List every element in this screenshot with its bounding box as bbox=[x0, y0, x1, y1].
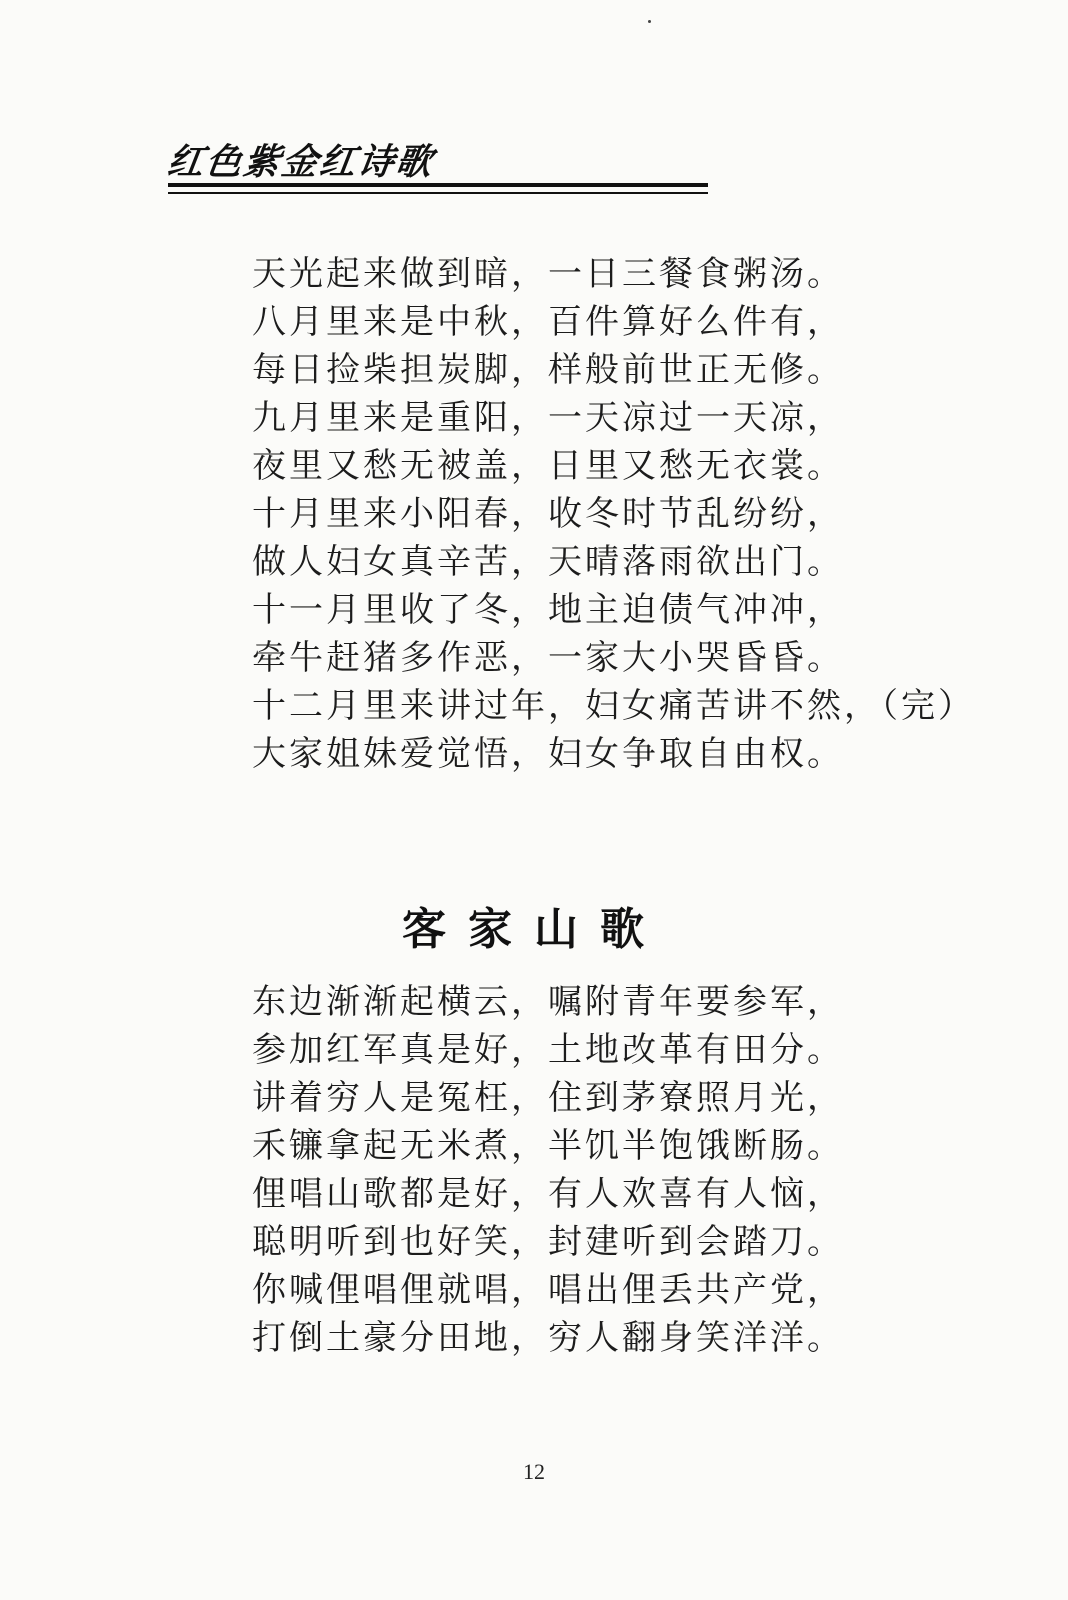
poem-line: 东边渐渐起横云，嘱附青年要参军， bbox=[252, 982, 844, 1022]
poem-line: 牵牛赶猪多作恶，一家大小哭昏昏。 bbox=[252, 638, 844, 678]
running-header: 红色紫金红诗歌 bbox=[164, 141, 437, 183]
header-rule-thick bbox=[168, 183, 708, 187]
poem-line: 每日捡柴担炭脚，样般前世正无修。 bbox=[252, 350, 844, 390]
poem-title: 客家山歌 bbox=[402, 904, 666, 955]
poem-line: 夜里又愁无被盖，日里又愁无衣裳。 bbox=[252, 446, 844, 486]
poem-line: 俚唱山歌都是好，有人欢喜有人恼， bbox=[252, 1174, 844, 1214]
poem-continued bbox=[252, 250, 975, 778]
poem-line: 大家姐妹爱觉悟，妇女争取自由权。 bbox=[252, 734, 844, 774]
page-number: 12 bbox=[523, 1459, 545, 1484]
poem-line: 讲着穷人是冤枉，住到茅寮照月光， bbox=[252, 1078, 844, 1118]
poem-line: 十一月里收了冬，地主迫债气冲冲， bbox=[252, 590, 844, 630]
scan-speck bbox=[648, 20, 651, 23]
poem-line: 十月里来小阳春，收冬时节乱纷纷， bbox=[252, 494, 844, 534]
poem-hakka-song bbox=[252, 978, 844, 1362]
poem-line: 聪明听到也好笑，封建听到会踏刀。 bbox=[252, 1222, 844, 1262]
header-rule-thin bbox=[168, 192, 708, 194]
poem-line: 八月里来是中秋，百件算好么件有， bbox=[252, 302, 844, 342]
poem-line: 十二月里来讲过年，妇女痛苦讲不然，（完） bbox=[252, 686, 975, 726]
poem-line: 打倒土豪分田地，穷人翻身笑洋洋。 bbox=[252, 1318, 844, 1358]
poem-line: 你喊俚唱俚就唱，唱出俚丢共产党， bbox=[252, 1270, 844, 1310]
poem-line: 禾镰拿起无米煮，半饥半饱饿断肠。 bbox=[252, 1126, 844, 1166]
poem-line: 做人妇女真辛苦，天晴落雨欲出门。 bbox=[252, 542, 844, 582]
poem-line: 参加红军真是好，土地改革有田分。 bbox=[252, 1030, 844, 1070]
poem-line: 九月里来是重阳，一天凉过一天凉， bbox=[252, 398, 844, 438]
poem-line: 天光起来做到暗，一日三餐食粥汤。 bbox=[252, 254, 844, 294]
